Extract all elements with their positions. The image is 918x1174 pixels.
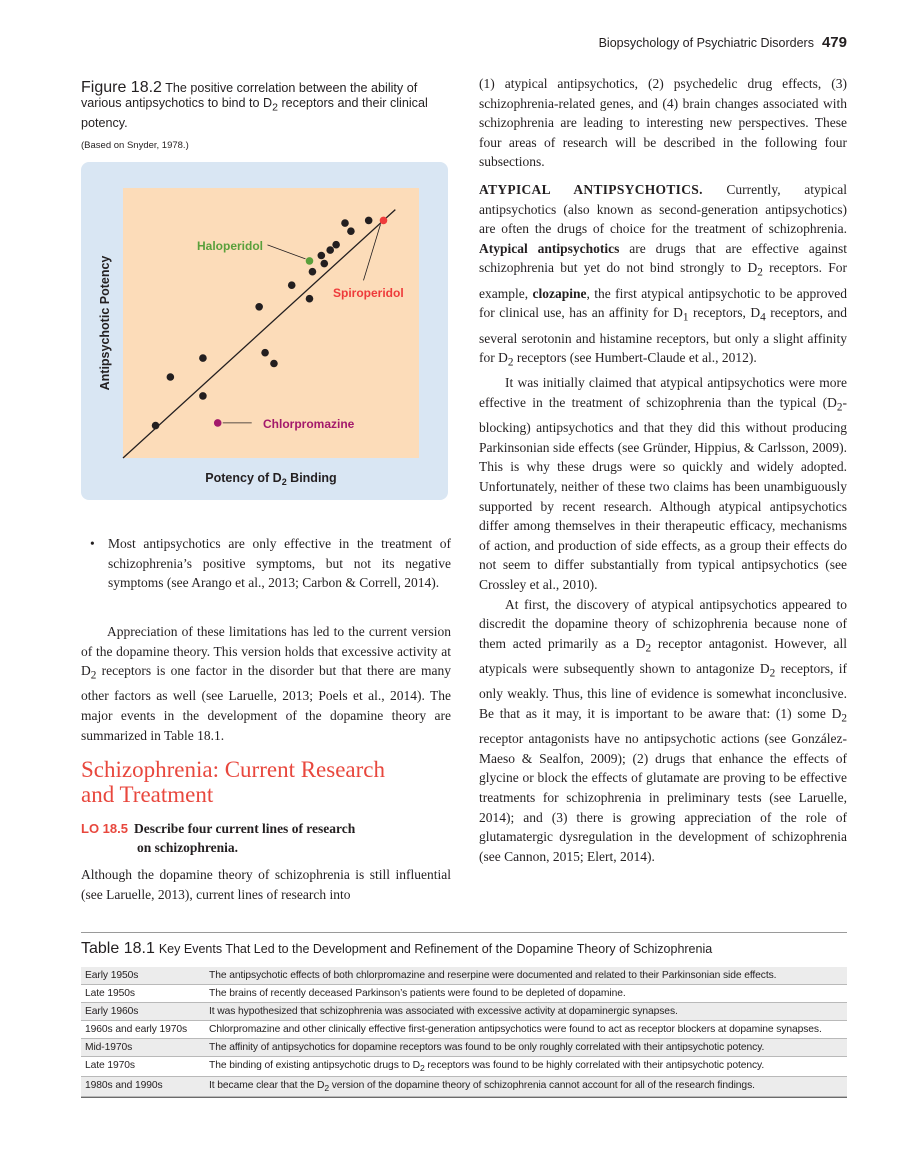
- table-bottom-rule: [81, 1097, 847, 1098]
- data-point-15: [341, 219, 349, 227]
- x-axis-label-a: Potency of D: [205, 471, 282, 485]
- figure-caption: [81, 80, 451, 131]
- learning-objective: [81, 819, 451, 857]
- right-para-2-e: receptors, D: [688, 305, 761, 321]
- section-title-line-1: Schizophrenia: Current Research: [81, 757, 385, 782]
- sub-d2-d: 2: [645, 642, 652, 655]
- lo-number: LO 18.5: [81, 821, 128, 836]
- label-chlorpromazine: Chlorpromazine: [263, 417, 355, 431]
- sub-d2-b: 2: [507, 356, 514, 369]
- data-point-4: [199, 354, 207, 362]
- events-table: [81, 967, 847, 1097]
- table-cell-event-b: version of the dopamine theory of schizophrenia cannot account for all of the research findings.: [328, 1080, 755, 1092]
- left-para-sub: 2: [90, 669, 97, 682]
- right-para-3-b: -blocking) antipsychotics and that they did this without producing Parkinsonian side effects (see Gründer, Hippius, & Carlsson, 2009). This is why these drugs were so quickly and widely adopted. Unfortunately, neither of these two claims has been unambiguously supported by recent research. Although atypical antipsychotics differ among themselves in their therapeutic efficacy, mechanisms of action, and production of side effects, as a group their effects do not seem to differ substantially from typical antipsychotics (see Crossley et al., 2010).: [479, 394, 847, 592]
- data-point-3: [199, 392, 207, 400]
- x-axis-label: [205, 471, 336, 487]
- data-point-13: [326, 246, 334, 254]
- x-axis-label-sub: 2: [281, 477, 287, 487]
- sub-d2-f: 2: [841, 712, 847, 725]
- section-title: [81, 757, 451, 807]
- bullet-item: [90, 534, 451, 593]
- table-caption: Key Events That Led to the Development and Refinement of the Dopamine Theory of Schizophrenia: [158, 942, 713, 956]
- table-cell-event-b: receptors was found to be highly correlated with their antipsychotic potency.: [424, 1060, 765, 1071]
- data-point-haloperidol: [306, 257, 314, 265]
- term-clozapine: clozapine: [532, 285, 587, 301]
- table-cell-event-a: It became clear that the D: [209, 1080, 325, 1092]
- right-para-4-d: receptor antagonists have no antipsychotic actions (see González-Maeso & Sealfon, 2009); (2) drugs that enhance the effects of glycine or block the effects of glutamate are proving to be effective treatments for schizophrenia in preliminary tests (see Laruelle, 2014); and (3) there is growing appreciation of the role of glutamatergic dysregulation in the development of schizophrenia (see Cannon, 2015; Elert, 2014).: [479, 731, 847, 864]
- data-point-spiroperidol: [380, 217, 388, 225]
- data-point-1: [152, 422, 160, 430]
- figure-caption-text-a: The positive correlation between the ability of various antipsychotics to bind to D: [81, 81, 418, 110]
- subsection-heading: ATYPICAL ANTIPSYCHOTICS.: [479, 181, 703, 197]
- left-final-paragraph: [81, 865, 451, 904]
- table-cell-event-sub: 2: [419, 1063, 425, 1074]
- sub-d1: 1: [682, 311, 689, 324]
- left-paragraph: [81, 622, 451, 745]
- right-para-2-a: Currently, atypical antipsychotics (also known as second-generation antipsychotics) are often the drugs of choice for the treatment of schizophrenia.: [479, 181, 848, 237]
- sub-d2-a: 2: [757, 267, 763, 280]
- right-para-2-d: , the first atypical antipsychotic to be approved for clinical use, has an affinity for D: [479, 285, 848, 321]
- table-cell-era: 1980s and 1990s: [81, 1077, 205, 1097]
- data-point-5: [261, 349, 269, 357]
- data-point-11: [320, 260, 328, 268]
- section-title-line-2: and Treatment: [81, 782, 214, 807]
- table-cell-era: Early 1950s: [81, 967, 205, 985]
- table-row: [81, 1003, 847, 1021]
- table-cell-event: Chlorpromazine and other clinically effective first-generation antipsychotics were found to act as receptor blockers at dopamine synapses.: [205, 1021, 847, 1039]
- running-head-title: Biopsychology of Psychiatric Disorders: [598, 36, 814, 50]
- table-cell-event: The antipsychotic effects of both chlorpromazine and reserpine were documented and related to their Parkinsonian side effects.: [205, 967, 847, 985]
- page-number: 479: [821, 34, 847, 51]
- lo-text-line-2: on schizophrenia.: [137, 840, 239, 855]
- right-para-4-b: receptor antagonist. However, all atypicals were subsequently shown to antagonize D: [479, 635, 847, 677]
- right-para-4-a: At first, the discovery of atypical antipsychotics appeared to discredit the dopamine theory of schizophrenia because none of them acted primarily as a D: [479, 596, 847, 651]
- running-head: [540, 34, 847, 51]
- right-para-3-a: It was initially claimed that atypical antipsychotics were more effective in the treatment of schizophrenia than the typical (D: [479, 375, 847, 410]
- data-point-8: [288, 281, 296, 289]
- table-cell-event-sub: 2: [324, 1083, 329, 1094]
- figure-panel: [81, 162, 448, 500]
- figure-source: (Based on Snyder, 1978.): [81, 140, 189, 151]
- table-cell-event: It was hypothesized that schizophrenia was associated with excessive activity at dopaminergic synapses.: [205, 1003, 847, 1021]
- data-point-6: [270, 360, 278, 368]
- y-axis-label: Antipsychotic Potency: [98, 255, 112, 391]
- data-point-17: [365, 217, 373, 225]
- data-point-12: [318, 252, 326, 260]
- left-para-1-a: Appreciation of these limitations has led to the current version of the dopamine theory. This version holds that excessive activity at D: [81, 624, 451, 679]
- data-point-chlorpromazine: [214, 419, 222, 427]
- bullet-text: Most antipsychotics are only effective in the treatment of schizophrenia’s positive symptoms, but not its negative symptoms (see Arango et al., 2013; Carbon & Correll, 2014).: [108, 536, 451, 591]
- table-cell-era: 1960s and early 1970s: [81, 1021, 205, 1039]
- table-cell-event: The brains of recently deceased Parkinson’s patients were found to be depleted of dopamine.: [205, 985, 847, 1003]
- left-para-1-b: receptors is one factor in the disorder but that there are many other factors as well (see Laruelle, 2013; Poels et al., 2014). The major events in the development of the dopamine theory are summarized in Table 18.1.: [81, 663, 451, 743]
- left-final-text: Although the dopamine theory of schizophrenia is still influential (see Laruelle, 2013), current lines of research into: [81, 867, 451, 902]
- table-title: [81, 932, 847, 967]
- figure-caption-sub: 2: [272, 101, 278, 114]
- label-haloperidol: Haloperidol: [197, 239, 264, 253]
- table-cell-event: [205, 1077, 847, 1097]
- right-para-2-c: receptors. For example,: [479, 260, 847, 301]
- table-row: [81, 1077, 847, 1097]
- data-point-2: [167, 373, 175, 381]
- right-para-2-f: receptors, and several serotonin and histamine receptors, but only a slight affinity for D: [479, 305, 848, 366]
- right-para-4-c: receptors, if only weakly. Thus, this line of evidence is somewhat inconclusive. Be that as it may, it is important to be aware that: (1) some D: [479, 661, 847, 721]
- data-point-9: [306, 295, 314, 303]
- table-number: Table 18.1: [81, 940, 155, 957]
- right-para-2: [479, 180, 847, 373]
- table-18-1: [81, 932, 847, 1098]
- table-row: [81, 967, 847, 985]
- right-para-2-b: are drugs that are effective against schizophrenia but yet do not bind strongly to D: [479, 240, 847, 276]
- data-point-14: [332, 241, 340, 249]
- data-point-16: [347, 227, 355, 235]
- term-atypical-antipsychotics: Atypical antipsychotics: [479, 240, 620, 256]
- left-para-1: [81, 622, 451, 745]
- sub-d4: 4: [760, 311, 766, 324]
- table-cell-era: Late 1950s: [81, 985, 205, 1003]
- right-para-3: [479, 373, 847, 594]
- table-row: [81, 985, 847, 1003]
- table-row: [81, 1057, 847, 1077]
- right-column: [479, 74, 847, 866]
- table-cell-era: Late 1970s: [81, 1057, 205, 1077]
- sub-d2-e: 2: [769, 667, 776, 680]
- sub-d2-c: 2: [836, 401, 843, 414]
- table-cell-era: Mid-1970s: [81, 1039, 205, 1057]
- lo-text-line-1: Describe four current lines of research: [133, 821, 356, 836]
- bullet-dot-icon: •: [90, 536, 95, 551]
- data-point-7: [255, 303, 263, 311]
- x-axis-label-b: Binding: [286, 471, 337, 485]
- table-row: [81, 1039, 847, 1057]
- data-point-10: [309, 268, 317, 276]
- right-para-4: [479, 595, 847, 867]
- label-spiroperidol: Spiroperidol: [333, 286, 404, 300]
- right-para-2-g: receptors (see Humbert-Claude et al., 2012).: [513, 350, 757, 366]
- table-cell-event: [205, 1057, 847, 1077]
- table-cell-event: The affinity of antipsychotics for dopamine receptors was found to be only roughly correlated with their antipsychotic potency.: [205, 1039, 847, 1057]
- table-cell-event-a: The binding of existing antipsychotic drugs to D: [209, 1060, 420, 1071]
- table-row: [81, 1021, 847, 1039]
- scatter-plot: [81, 162, 448, 500]
- figure-number: Figure 18.2: [81, 79, 162, 96]
- figure-caption-text-b: receptors and their clinical potency.: [81, 96, 428, 130]
- table-cell-era: Early 1960s: [81, 1003, 205, 1021]
- right-para-1: (1) atypical antipsychotics, (2) psychedelic drug effects, (3) schizophrenia-related genes, and (4) brain changes associated with schizophrenia are leading to interesting new perspectives. These four areas of research will be described in the following four subsections.: [479, 76, 847, 170]
